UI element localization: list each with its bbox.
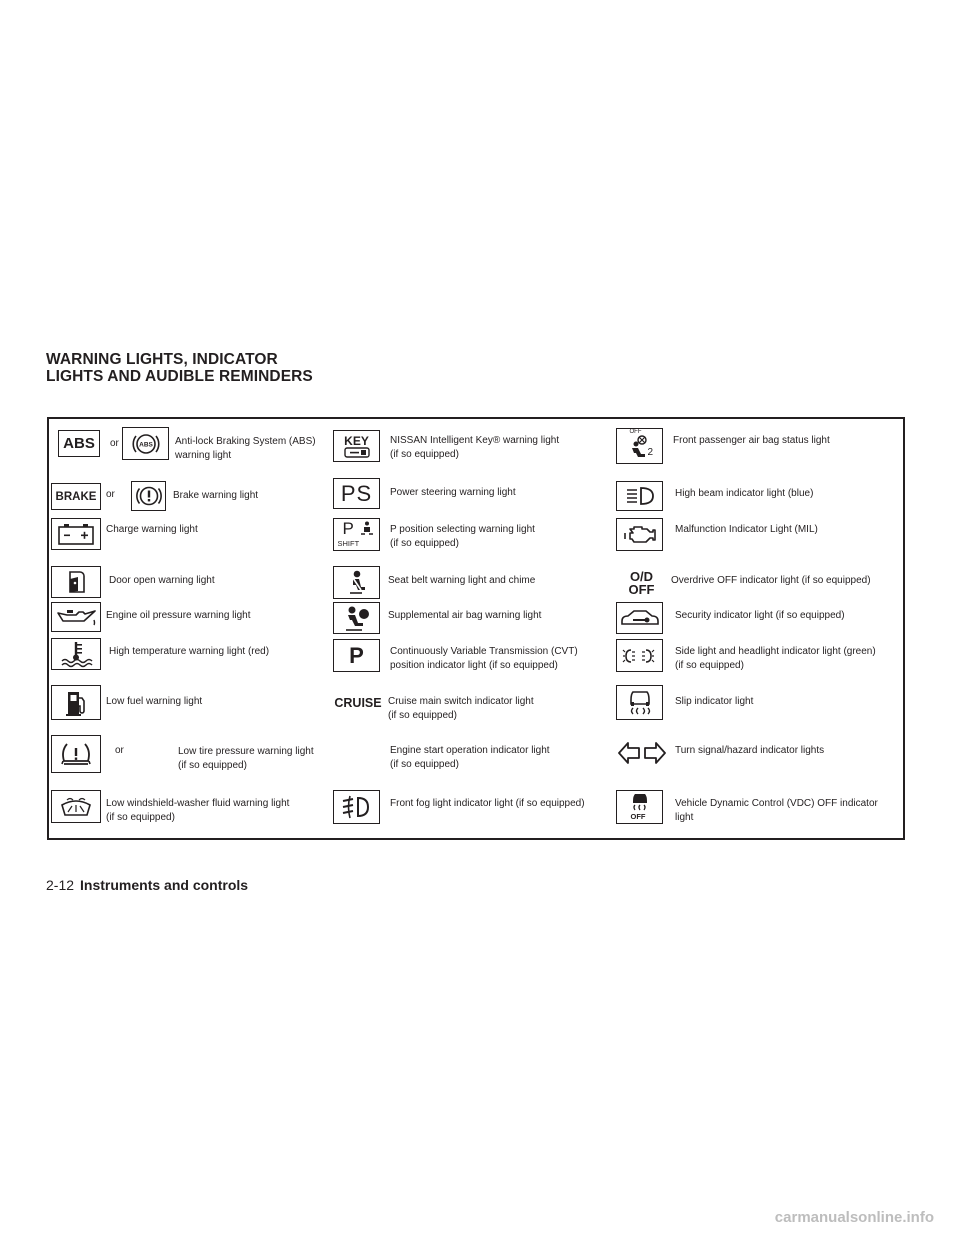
turn-signal-label: Turn signal/hazard indicator lights [675, 745, 825, 756]
warning-lights-table [47, 417, 905, 840]
section-title [46, 351, 313, 385]
cruise-icon: CRUISE [333, 689, 383, 717]
power-steering-icon: PS [333, 478, 380, 509]
slip-icon [616, 685, 663, 720]
page-footer [46, 877, 248, 893]
high-beam-label: High beam indicator light (blue) [675, 488, 814, 499]
passenger-airbag-label: Front passenger air bag status light [673, 435, 830, 446]
charge-warning-label: Charge warning light [106, 524, 198, 535]
airbag-icon [333, 602, 380, 634]
door-open-icon [51, 566, 101, 598]
abs-warning-label: Anti-lock Braking System (ABS) warning light [175, 436, 316, 461]
brake-text-icon: BRAKE [51, 483, 101, 510]
seat-belt-icon [333, 566, 380, 599]
section-title-line2: LIGHTS AND AUDIBLE REMINDERS [46, 368, 313, 385]
vdc-off-label: Vehicle Dynamic Control (VDC) OFF indicator light [675, 798, 878, 823]
section-name: Instruments and controls [80, 877, 249, 893]
abs-circle-icon [122, 427, 169, 460]
oil-pressure-label: Engine oil pressure warning light [106, 610, 251, 621]
mil-label: Malfunction Indicator Light (MIL) [675, 524, 818, 535]
intelligent-key-icon: KEY [333, 430, 380, 462]
high-beam-icon [616, 481, 663, 511]
fog-light-label: Front fog light indicator light (if so equipped) [390, 798, 585, 809]
door-open-label: Door open warning light [109, 575, 215, 586]
side-light-icon [616, 639, 663, 672]
cvt-position-icon: P [333, 639, 380, 672]
overdrive-off-icon: O/D OFF [618, 567, 665, 600]
or-label: or [115, 745, 124, 756]
p-position-label: P position selecting warning light (if so equipped) [390, 524, 535, 549]
cvt-position-label: Continuously Variable Transmission (CVT) position indicator light (if so equipped) [390, 646, 578, 671]
washer-fluid-label: Low windshield-washer fluid warning light (if so equipped) [106, 798, 290, 823]
section-title-line1: WARNING LIGHTS, INDICATOR [46, 351, 278, 368]
seat-belt-label: Seat belt warning light and chime [388, 575, 536, 586]
fog-light-icon [333, 790, 380, 824]
airbag-label: Supplemental air bag warning light [388, 610, 542, 621]
battery-icon [51, 518, 101, 550]
engine-icon [616, 518, 663, 551]
turn-signal-icon [616, 735, 668, 771]
fuel-pump-icon [51, 685, 101, 720]
thermometer-icon [51, 638, 101, 670]
washer-fluid-icon [51, 790, 101, 823]
page-number: 2-12 [46, 877, 75, 893]
intelligent-key-label: NISSAN Intelligent Key® warning light (if so equipped) [390, 435, 560, 460]
brake-warning-label: Brake warning light [173, 490, 259, 501]
slip-label: Slip indicator light [675, 696, 754, 707]
or-label: or [110, 438, 119, 449]
p-shift-icon: P SHIFT [333, 518, 380, 551]
watermark: carmanualsonline.info [774, 1209, 934, 1226]
cruise-label: Cruise main switch indicator light (if so equipped) [388, 696, 534, 721]
overdrive-off-label: Overdrive OFF indicator light (if so equipped) [671, 575, 871, 586]
oil-can-icon [51, 602, 101, 632]
brake-circle-icon [131, 481, 166, 511]
or-label: or [106, 489, 115, 500]
power-steering-label: Power steering warning light [390, 487, 516, 498]
tire-pressure-icon [51, 735, 101, 773]
abs-text-icon: ABS [58, 430, 100, 457]
engine-start-label: Engine start operation indicator light (if so equipped) [390, 745, 550, 770]
low-tire-label: Low tire pressure warning light (if so equipped) [178, 746, 314, 771]
security-label: Security indicator light (if so equipped) [675, 610, 845, 621]
svg-text:ABS: ABS [138, 441, 153, 448]
low-fuel-label: Low fuel warning light [106, 696, 203, 707]
high-temp-label: High temperature warning light (red) [109, 646, 270, 657]
security-car-key-icon [616, 602, 663, 634]
vdc-off-icon: OFF [616, 790, 663, 824]
side-light-label: Side light and headlight indicator light (green) (if so equipped) [675, 646, 876, 671]
passenger-airbag-off-icon: OFF 2 [616, 428, 663, 464]
